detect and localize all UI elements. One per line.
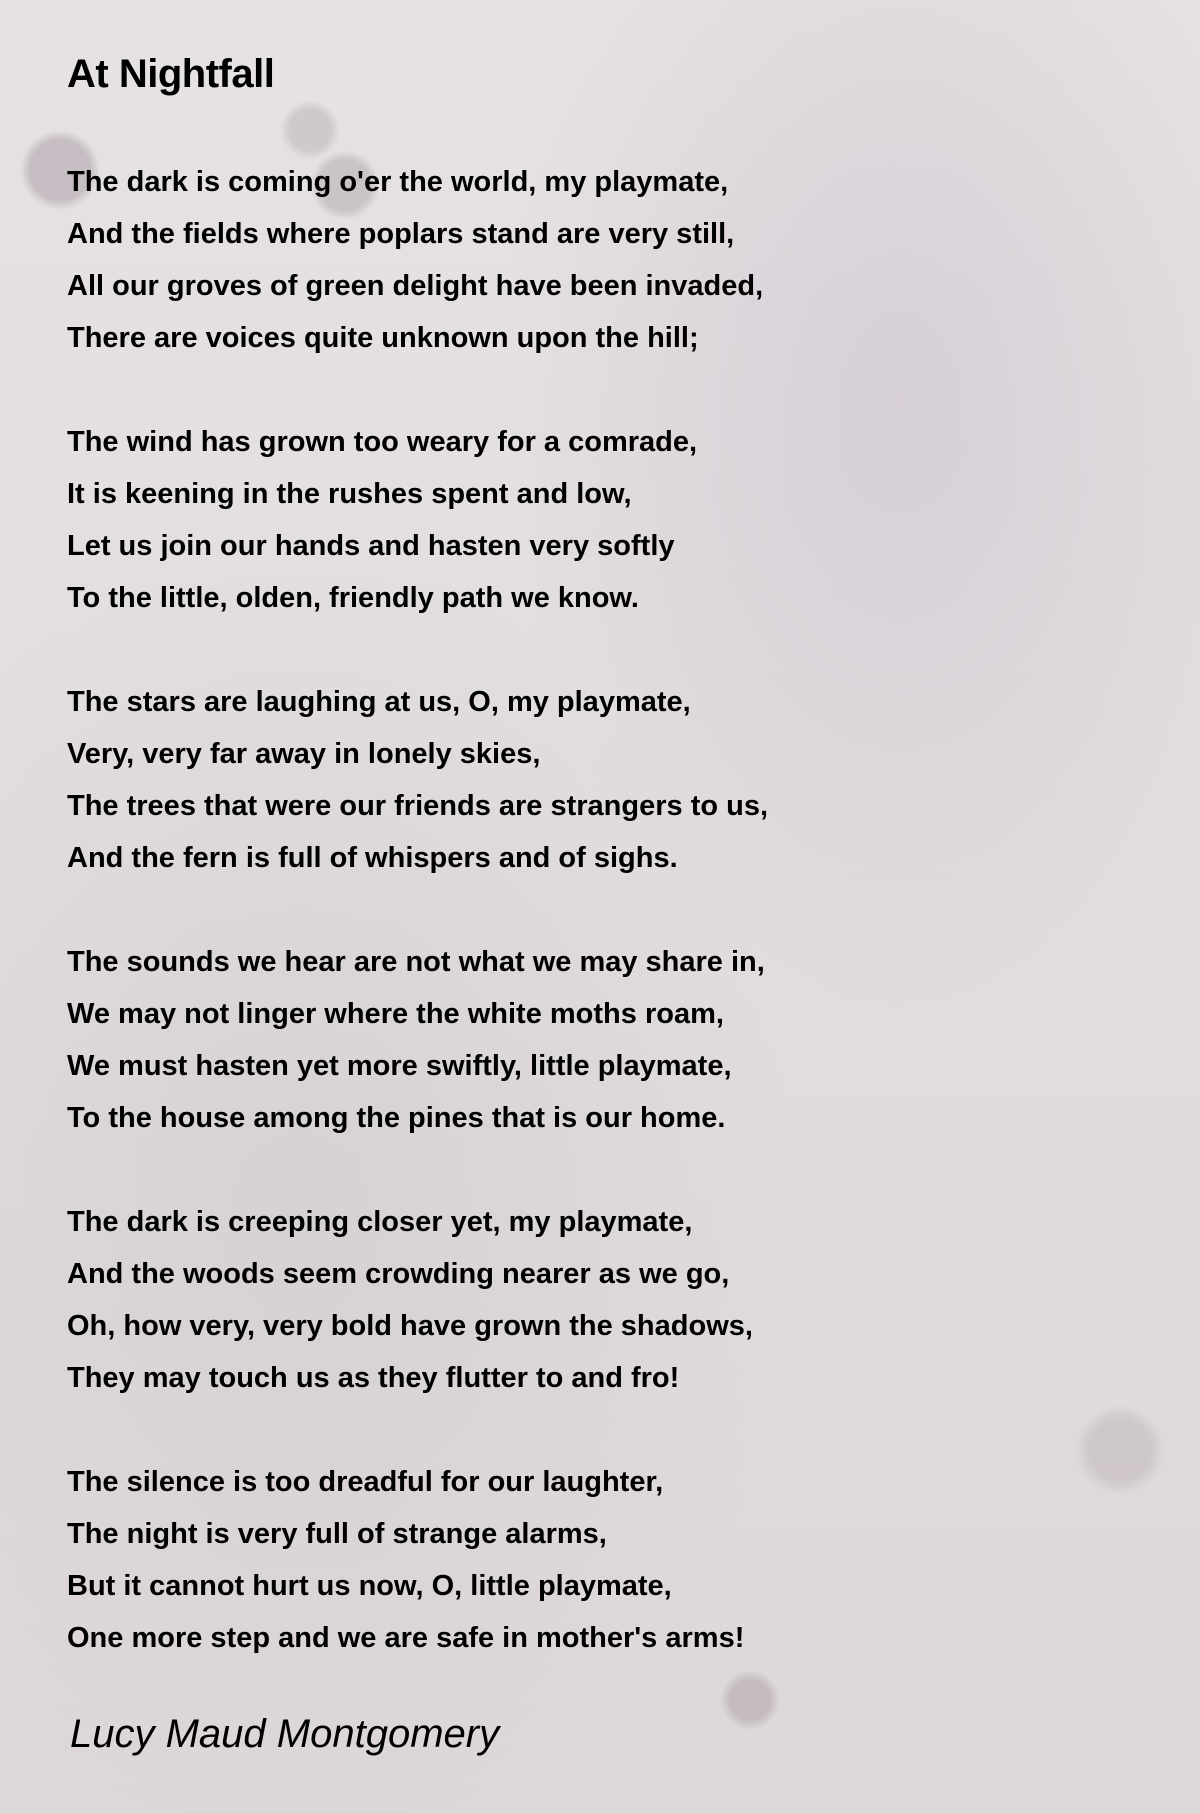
stanza: [67, 156, 768, 364]
poem-line: There are voices quite unknown upon the hill;: [67, 322, 699, 354]
poem-line: Oh, how very, very bold have grown the shadows,: [67, 1310, 753, 1342]
stanza: [67, 676, 768, 884]
poem-author: Lucy Maud Montgomery: [70, 1712, 500, 1756]
stanza: [67, 416, 768, 624]
poem-line: One more step and we are safe in mother's arms!: [67, 1622, 745, 1654]
poem-line: It is keening in the rushes spent and low,: [67, 478, 632, 510]
poem-line: The dark is creeping closer yet, my playmate,: [67, 1206, 693, 1238]
poem-line: The dark is coming o'er the world, my playmate,: [67, 166, 729, 198]
stanza: [67, 936, 768, 1144]
poem-body: [67, 156, 768, 1716]
poem-line: All our groves of green delight have been invaded,: [67, 270, 764, 302]
poem-line: To the house among the pines that is our home.: [67, 1102, 726, 1134]
poem-line: To the little, olden, friendly path we know.: [67, 582, 639, 614]
poem-line: And the woods seem crowding nearer as we go,: [67, 1258, 730, 1290]
poem-line: We may not linger where the white moths roam,: [67, 998, 724, 1030]
poem-line: The trees that were our friends are strangers to us,: [67, 790, 769, 822]
poem-line: And the fields where poplars stand are very still,: [67, 218, 735, 250]
stanza: [67, 1456, 768, 1664]
poem-line: The silence is too dreadful for our laughter,: [67, 1466, 664, 1498]
poem-line: The sounds we hear are not what we may share in,: [67, 946, 765, 978]
poem-line: And the fern is full of whispers and of sighs.: [67, 842, 678, 874]
poem-line: The night is very full of strange alarms,: [67, 1518, 607, 1550]
poem-title: At Nightfall: [67, 52, 275, 96]
poem-line: Let us join our hands and hasten very softly: [67, 530, 675, 562]
poem-line: They may touch us as they flutter to and fro!: [67, 1362, 680, 1394]
poem-line: We must hasten yet more swiftly, little playmate,: [67, 1050, 732, 1082]
stanza: [67, 1196, 768, 1404]
poem-line: The stars are laughing at us, O, my playmate,: [67, 686, 691, 718]
poem-line: The wind has grown too weary for a comrade,: [67, 426, 698, 458]
poem-line: Very, very far away in lonely skies,: [67, 738, 541, 770]
poem-line: But it cannot hurt us now, O, little playmate,: [67, 1570, 672, 1602]
